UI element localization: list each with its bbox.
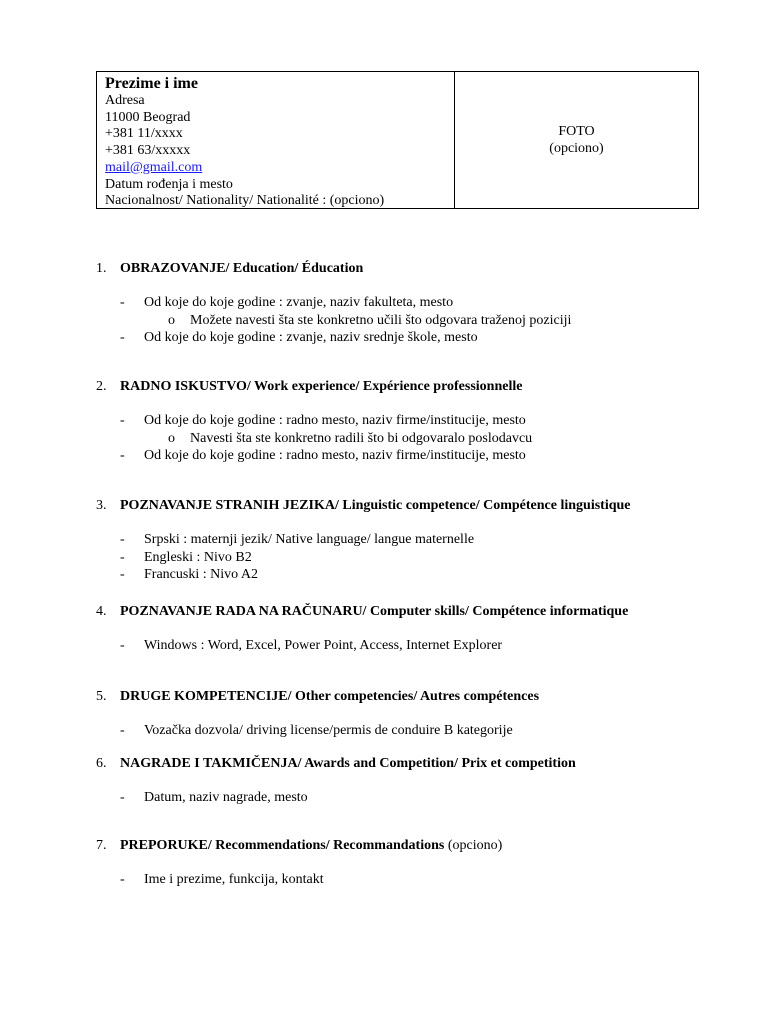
list-item: - Ime i prezime, funkcija, kontakt bbox=[120, 872, 324, 887]
list-item: - Vozačka dozvola/ driving license/permis de conduire B kategorije bbox=[120, 723, 513, 738]
optional-note: (opciono) bbox=[444, 838, 503, 853]
section-title: 7. PREPORUKE/ Recommendations/ Recommandations (opciono) bbox=[96, 838, 503, 853]
section-recommendations bbox=[96, 837, 736, 889]
section-other-competencies bbox=[96, 688, 736, 740]
section-title: 6. NAGRADE I TAKMIČENJA/ Awards and Competition/ Prix et competition bbox=[96, 756, 576, 771]
list-item: - Od koje do koje godine : zvanje, naziv srednje škole, mesto bbox=[120, 330, 478, 345]
section-work-experience bbox=[96, 378, 736, 465]
list-item: - Datum, naziv nagrade, mesto bbox=[120, 790, 308, 805]
section-title: 1. OBRAZOVANJE/ Education/ Éducation bbox=[96, 261, 364, 276]
list-item: - Francuski : Nivo A2 bbox=[120, 567, 258, 582]
birth-info: Datum rođenja i mesto bbox=[105, 176, 233, 192]
sub-list-item: o Možete navesti šta ste konkretno učili što odgovara traženoj poziciji bbox=[168, 312, 572, 328]
section-languages bbox=[96, 497, 736, 584]
list-item: - Srpski : maternji jezik/ Native language/ langue maternelle bbox=[120, 532, 475, 547]
photo-note: (opciono) bbox=[549, 141, 604, 156]
list-item: - Windows : Word, Excel, Power Point, Access, Internet Explorer bbox=[120, 638, 503, 653]
full-name: Prezime i ime bbox=[105, 75, 198, 92]
photo-label: FOTO bbox=[558, 124, 595, 139]
section-education bbox=[96, 260, 736, 347]
list-item: - Engleski : Nivo B2 bbox=[120, 549, 252, 565]
section-awards bbox=[96, 755, 736, 807]
list-item: - Od koje do koje godine : zvanje, naziv fakulteta, mesto bbox=[120, 295, 454, 310]
sub-list-item: o Navesti šta ste konkretno radili što bi odgovaralo poslodavcu bbox=[168, 430, 533, 446]
phone-mobile: +381 63/xxxxx bbox=[105, 143, 191, 159]
list-item: - Od koje do koje godine : radno mesto, naziv firme/institucije, mesto bbox=[120, 413, 526, 428]
section-title: 5. DRUGE KOMPETENCIJE/ Other competencies/ Autres compétences bbox=[96, 689, 540, 704]
header-table bbox=[96, 71, 699, 209]
section-title: 3. POZNAVANJE STRANIH JEZIKA/ Linguistic competence/ Compétence linguistique bbox=[96, 498, 631, 513]
list-item: - Od koje do koje godine : radno mesto, naziv firme/institucije, mesto bbox=[120, 448, 526, 463]
section-title: 4. POZNAVANJE RADA NA RAČUNARU/ Computer skills/ Compétence informatique bbox=[96, 604, 629, 619]
email-link[interactable]: mail@gmail.com bbox=[105, 159, 203, 175]
personal-info bbox=[97, 72, 455, 208]
photo-placeholder bbox=[455, 72, 698, 208]
section-computer-skills bbox=[96, 603, 736, 655]
address: Adresa bbox=[105, 93, 145, 108]
phone-landline: +381 11/xxxx bbox=[105, 126, 183, 142]
city: 11000 Beograd bbox=[105, 109, 191, 125]
section-title: 2. RADNO ISKUSTVO/ Work experience/ Expérience professionnelle bbox=[96, 379, 523, 394]
nationality: Nacionalnost/ Nationality/ Nationalité : (opciono) bbox=[105, 193, 385, 209]
